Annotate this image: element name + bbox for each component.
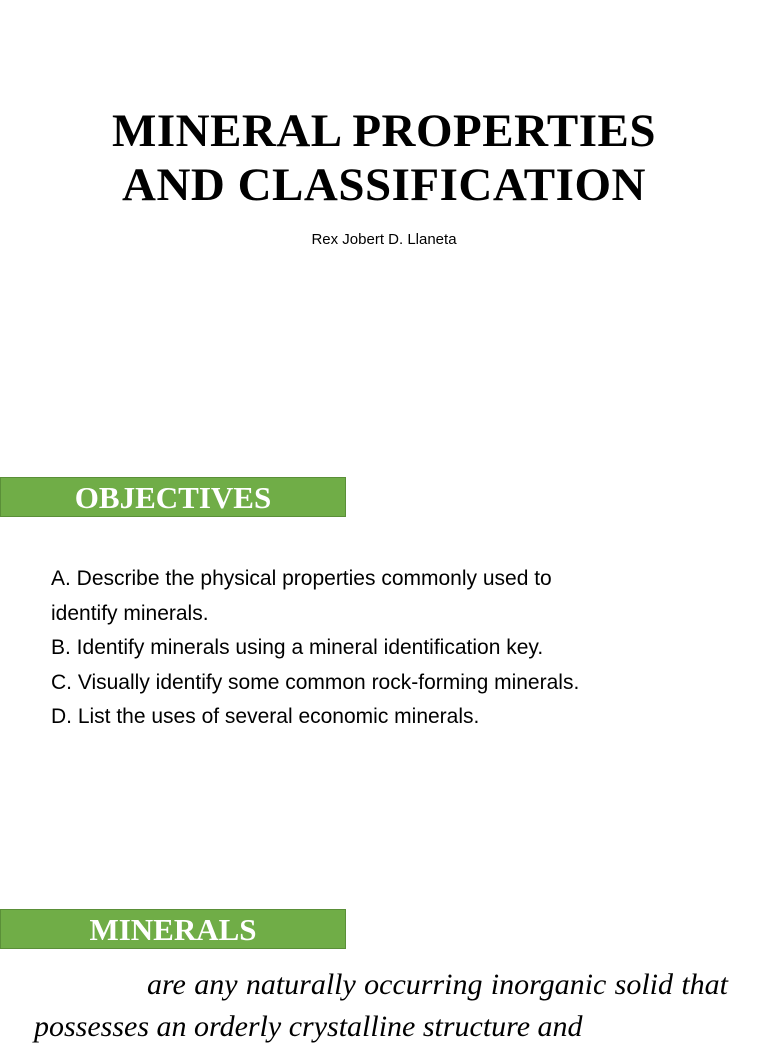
author-name: Rex Jobert D. Llaneta xyxy=(311,231,457,248)
objective-line: B. Identify minerals using a mineral identification key. xyxy=(51,636,544,659)
objective-line: identify minerals. xyxy=(51,601,209,625)
objective-line: D. List the uses of several economic minerals. xyxy=(51,705,480,728)
minerals-definition: are any naturally occurring inorganic solid that possesses an orderly crystalline structure and xyxy=(34,968,728,1043)
title-slide xyxy=(0,0,768,440)
objective-line: A. Describe the physical properties commonly used to xyxy=(51,567,552,590)
title-line-1: MINERAL PROPERTIES xyxy=(111,105,656,157)
presentation-title xyxy=(0,104,768,212)
objectives-header: OBJECTIVES xyxy=(0,477,346,517)
title-line-2: AND CLASSIFICATION xyxy=(122,159,646,211)
minerals-header: MINERALS xyxy=(0,909,346,949)
objective-line: C. Visually identify some common rock-forming minerals. xyxy=(51,670,580,694)
objectives-list xyxy=(51,562,741,735)
